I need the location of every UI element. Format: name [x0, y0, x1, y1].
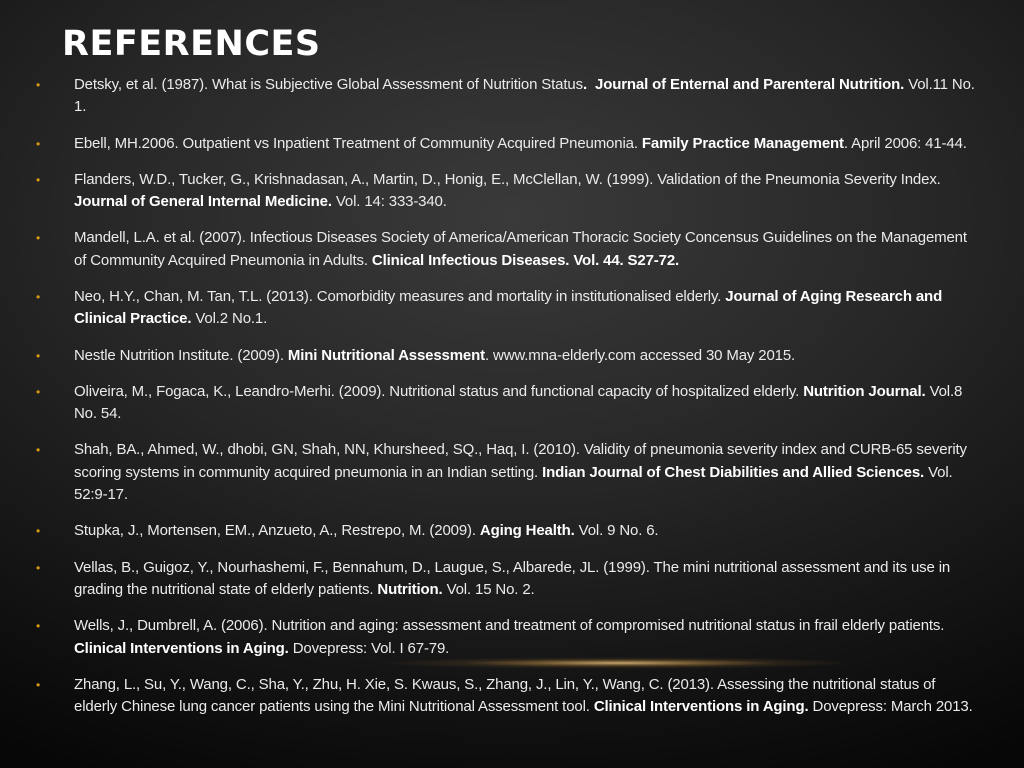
reference-item	[0, 74, 1024, 119]
reference-journal: Mini Nutritional Assessment	[287, 346, 485, 364]
reference-journal: Journal of General Internal Medicine.	[74, 193, 332, 211]
reference-text: Wells, J., Dumbrell, A. (2006). Nutrition and aging: assessment and treatment of compromised nutritional status in frail elderly patients.	[74, 617, 945, 635]
bullet-icon: •	[36, 348, 41, 363]
reference-item	[0, 381, 1024, 426]
reference-suffix: Vol. 9 No. 6.	[578, 522, 659, 540]
reference-suffix: Vol. 52:9-17.	[74, 463, 953, 504]
reference-item	[0, 169, 1024, 214]
reference-journal: Aging Health.	[479, 522, 575, 540]
bullet-icon: •	[36, 78, 41, 92]
reference-text: Oliveira, M., Fogaca, K., Leandro-Merhi. (2009). Nutritional status and functional capacity of hospitalized elderly.	[74, 382, 800, 400]
reference-journal: Family Practice Management	[641, 134, 844, 152]
reference-text: Neo, H.Y., Chan, M. Tan, T.L. (2013). Comorbidity measures and mortality in institutionalised elderly.	[74, 288, 722, 306]
slide-title: REFERENCES	[62, 24, 321, 64]
reference-text: Zhang, L., Su, Y., Wang, C., Sha, Y., Zhu, H. Xie, S. Kwaus, S., Zhang, J., Lin, Y., Wang, C. (2013). Assessing the nutritional status of elderly Chinese lung cancer patients using the Mini Nutritional Assessment tool.	[74, 675, 936, 716]
bullet-icon: •	[36, 619, 41, 634]
bullet-icon: •	[36, 136, 41, 151]
bullet-icon: •	[36, 384, 41, 399]
reference-item	[0, 520, 1024, 542]
reference-text: Shah, BA., Ahmed, W., dhobi, GN, Shah, NN, Khursheed, SQ., Haq, I. (2010). Validity of pneumonia severity index and CURB-65 severity scoring systems in community acquired pneumonia in an Indian setting.	[74, 441, 967, 481]
reference-text: Vellas, B., Guigoz, Y., Nourhashemi, F., Bennahum, D., Laugue, S., Albarede, JL. (1999). The mini nutritional assessment and its use in grading the nutritional state of elderly patients.	[74, 558, 951, 599]
reference-suffix: Dovepress: Vol. I 67-79.	[292, 639, 450, 657]
reference-item	[0, 439, 1024, 506]
reference-suffix: Vol.11 No. 1.	[74, 76, 975, 116]
reference-suffix: . April 2006: 41-44.	[843, 134, 967, 152]
reference-text: Ebell, MH.2006. Outpatient vs Inpatient Treatment of Community Acquired Pneumonia.	[74, 134, 638, 152]
reference-text: Detsky, et al. (1987). What is Subjective Global Assessment of Nutrition Status	[74, 76, 583, 93]
reference-item	[0, 286, 1024, 331]
bullet-icon: •	[36, 172, 41, 187]
reference-item	[0, 615, 1024, 660]
bullet-icon: •	[36, 560, 41, 575]
bullet-icon: •	[36, 677, 41, 692]
reference-suffix: Vol.8 No. 54.	[74, 382, 963, 423]
reference-journal: Journal of Aging Research and Clinical Practice.	[74, 288, 943, 328]
reference-item	[0, 345, 1024, 367]
reference-text: Flanders, W.D., Tucker, G., Krishnadasan, A., Martin, D., Honig, E., McClellan, W. (1999). Validation of the Pneumonia Severity Index.	[74, 170, 941, 188]
reference-suffix: Vol.2 No.1.	[195, 310, 268, 328]
reference-suffix: Vol. 15 No. 2.	[446, 581, 535, 599]
reference-suffix: . www.mna-elderly.com accessed 30 May 2015.	[485, 346, 796, 364]
reference-text: Nestle Nutrition Institute. (2009).	[74, 346, 284, 364]
reference-journal: Clinical Infectious Diseases. Vol. 44. S27-72.	[371, 251, 680, 269]
reference-item	[0, 557, 1024, 602]
reference-journal: Clinical Interventions in Aging.	[74, 639, 289, 657]
reference-journal: Journal of Enternal and Parenteral Nutrition.	[595, 76, 905, 93]
reference-suffix: Vol. 14: 333-340.	[335, 193, 447, 211]
bullet-icon: •	[36, 524, 41, 539]
reference-list	[0, 74, 1024, 733]
bullet-icon: •	[36, 290, 41, 305]
reference-journal: Indian Journal of Chest Diabilities and Allied Sciences.	[542, 463, 925, 481]
reference-suffix: Dovepress: March 2013.	[812, 698, 973, 716]
reference-item	[0, 227, 1024, 272]
reference-dot: .	[582, 76, 587, 93]
reference-text: Stupka, J., Mortensen, EM., Anzueto, A., Restrepo, M. (2009).	[74, 522, 476, 540]
reference-item	[0, 133, 1024, 155]
reference-journal: Nutrition.	[377, 581, 443, 599]
reference-item	[0, 674, 1024, 719]
bullet-icon: •	[36, 231, 41, 246]
reference-journal: Nutrition Journal.	[803, 382, 926, 400]
bullet-icon: •	[36, 443, 41, 458]
reference-journal: Clinical Interventions in Aging.	[593, 698, 809, 716]
reference-text: Mandell, L.A. et al. (2007). Infectious Diseases Society of America/American Thoracic Society Concensus Guidelines on the Management of Community Acquired Pneumonia in Adults.	[74, 229, 967, 269]
